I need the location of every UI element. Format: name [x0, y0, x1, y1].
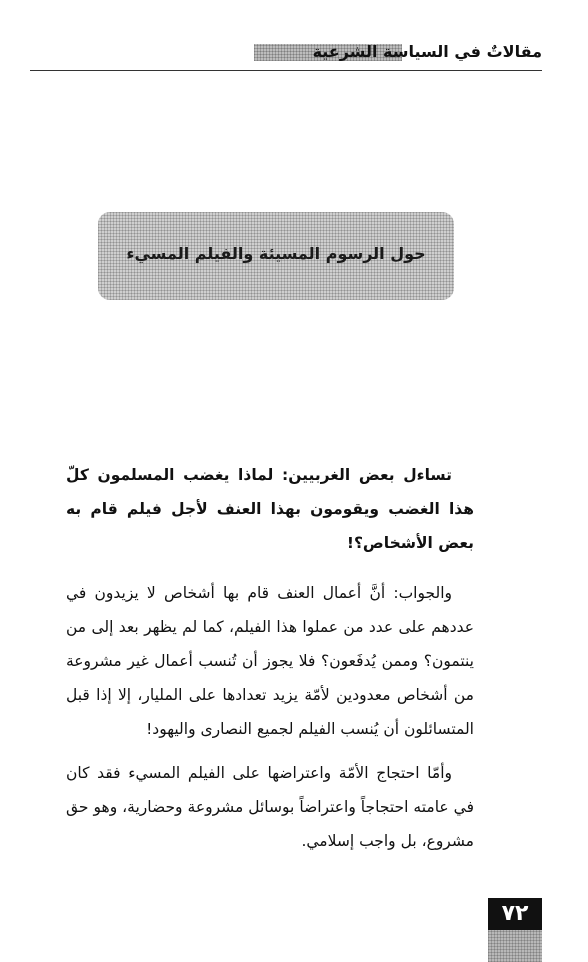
article-body — [66, 458, 474, 868]
header-rule — [30, 70, 542, 71]
page-number: ٧٢ — [488, 898, 542, 930]
protest-paragraph: وأمّا احتجاج الأمّة واعتراضها على الفيلم المسيء فقد كان في عامته احتجاجاً واعتراضاً بوسائل مشروعة وحضارية، وهو حق مشروع، بل واجب إسلامي. — [66, 764, 474, 850]
section-title: حول الرسوم المسيئة والفيلم المسيء — [126, 244, 426, 263]
answer-paragraph: والجواب: أنَّ أعمال العنف قام بها أشخاص لا يزيدون في عددهم على عدد من عملوا هذا الفيلم، كما لم يظهر بعد إلى من ينتمون؟ وممن يُدفَعون؟ فلا يجوز أن تُنسب أعمال غير مشروعة من أشخاص معدودين لأمّة يزيد تعدادها على المليار، إلا إذا قبل المتسائلون أن يُنسب الفيلم لجميع النصارى واليهود! — [66, 584, 474, 738]
book-title: مقالاتٌ في السياسة الشرعية — [312, 42, 542, 61]
running-header — [30, 38, 542, 72]
question-paragraph: تساءل بعض الغربيين: لماذا يغضب المسلمون كلّ هذا الغضب ويقومون بهذا العنف لأجل فيلم قام به بعض الأشخاص؟! — [66, 466, 474, 552]
section-title-box — [98, 212, 454, 300]
page-number-tab — [488, 898, 542, 962]
